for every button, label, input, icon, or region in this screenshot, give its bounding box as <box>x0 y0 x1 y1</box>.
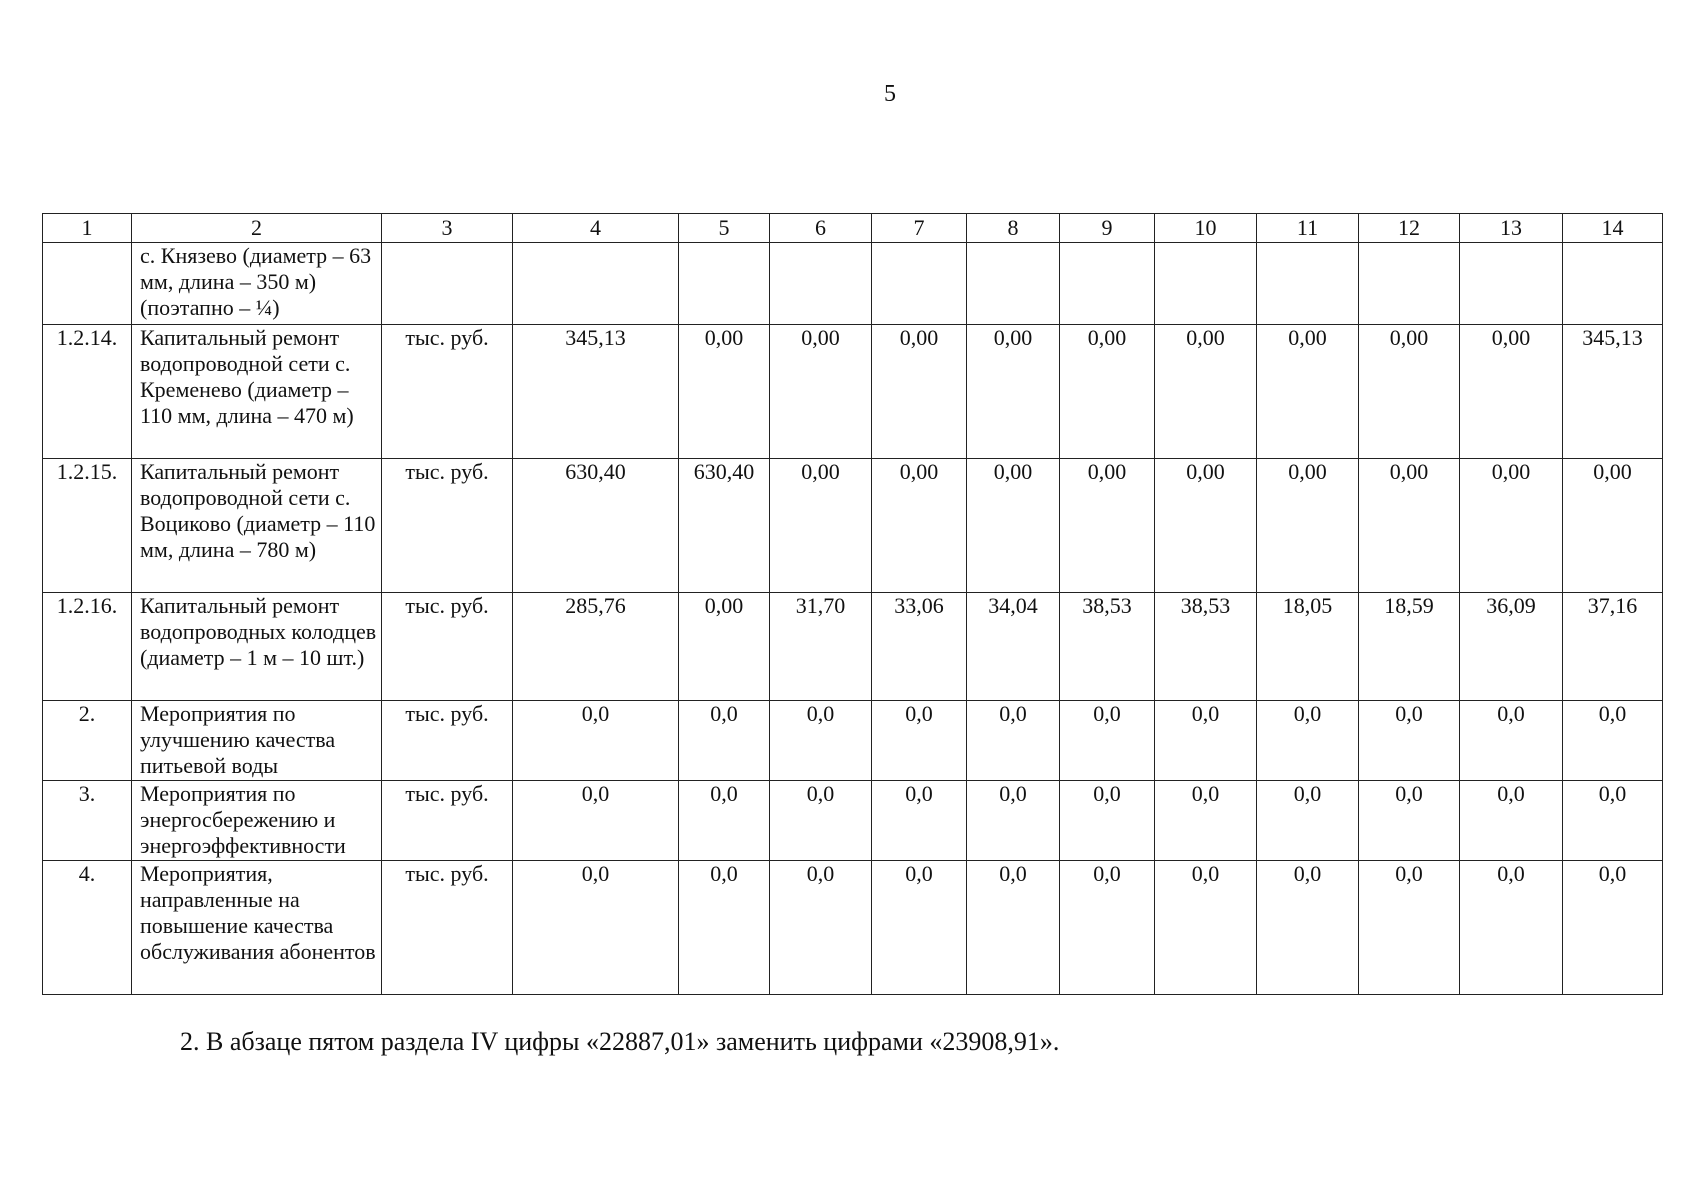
cell-value: 0,0 <box>1257 701 1359 781</box>
column-header: 6 <box>770 214 872 243</box>
cell-value: 0,0 <box>1460 781 1563 861</box>
cell-value: 18,05 <box>1257 593 1359 701</box>
table-header-row <box>43 214 1663 243</box>
cell-value: 0,0 <box>1563 701 1663 781</box>
column-header: 13 <box>1460 214 1563 243</box>
cell-value: 0,0 <box>1060 701 1155 781</box>
row-unit: тыс. руб. <box>382 325 513 459</box>
row-name: Мероприятия по энергосбережению и энергоэффективности <box>132 781 382 861</box>
cell-value: 18,59 <box>1359 593 1460 701</box>
table-row <box>43 593 1663 701</box>
cell-value <box>1155 243 1257 325</box>
table-row <box>43 701 1663 781</box>
column-header: 1 <box>43 214 132 243</box>
cell-value <box>770 243 872 325</box>
row-name: Мероприятия, направленные на повышение качества обслуживания абонентов <box>132 861 382 995</box>
cell-value: 0,00 <box>770 325 872 459</box>
cell-value: 0,0 <box>967 861 1060 995</box>
cell-value: 33,06 <box>872 593 967 701</box>
column-header: 12 <box>1359 214 1460 243</box>
cell-value: 0,0 <box>1155 861 1257 995</box>
cell-value: 0,0 <box>770 861 872 995</box>
cell-value: 0,00 <box>1359 459 1460 593</box>
table-row <box>43 781 1663 861</box>
column-header: 11 <box>1257 214 1359 243</box>
cell-value: 34,04 <box>967 593 1060 701</box>
cell-value: 0,0 <box>1155 701 1257 781</box>
row-number: 4. <box>43 861 132 995</box>
cell-value: 0,00 <box>967 459 1060 593</box>
cell-value: 0,0 <box>1359 781 1460 861</box>
column-header: 8 <box>967 214 1060 243</box>
row-unit: тыс. руб. <box>382 701 513 781</box>
cell-value: 0,0 <box>1359 701 1460 781</box>
row-name: Капитальный ремонт водопроводной сети с. Кременево (диаметр – 110 мм, длина – 470 м) <box>132 325 382 459</box>
row-number: 3. <box>43 781 132 861</box>
cell-value: 0,00 <box>1460 325 1563 459</box>
row-number: 1.2.16. <box>43 593 132 701</box>
cell-value: 285,76 <box>513 593 679 701</box>
cell-value: 0,00 <box>1060 325 1155 459</box>
table-row <box>43 861 1663 995</box>
cell-value: 0,0 <box>1563 861 1663 995</box>
cell-value: 0,0 <box>1060 861 1155 995</box>
cell-value: 0,00 <box>872 325 967 459</box>
cell-value: 0,0 <box>1359 861 1460 995</box>
column-header: 10 <box>1155 214 1257 243</box>
cell-value: 0,0 <box>1563 781 1663 861</box>
row-unit: тыс. руб. <box>382 593 513 701</box>
row-number <box>43 243 132 325</box>
table-row <box>43 243 1663 325</box>
row-number: 2. <box>43 701 132 781</box>
cell-value: 630,40 <box>679 459 770 593</box>
cell-value: 0,0 <box>679 861 770 995</box>
cell-value <box>967 243 1060 325</box>
cell-value: 36,09 <box>1460 593 1563 701</box>
row-unit: тыс. руб. <box>382 459 513 593</box>
row-number: 1.2.15. <box>43 459 132 593</box>
row-unit: тыс. руб. <box>382 861 513 995</box>
cell-value: 0,0 <box>770 781 872 861</box>
row-name: Капитальный ремонт водопроводных колодцев (диаметр – 1 м – 10 шт.) <box>132 593 382 701</box>
cell-value: 0,00 <box>1155 459 1257 593</box>
cell-value: 0,0 <box>1155 781 1257 861</box>
table-row <box>43 325 1663 459</box>
cell-value <box>872 243 967 325</box>
cell-value: 0,00 <box>1460 459 1563 593</box>
cell-value: 0,0 <box>513 701 679 781</box>
row-name: Капитальный ремонт водопроводной сети с. Воциково (диаметр – 110 мм, длина – 780 м) <box>132 459 382 593</box>
cell-value: 0,00 <box>679 325 770 459</box>
row-unit: тыс. руб. <box>382 781 513 861</box>
cell-value <box>1563 243 1663 325</box>
cell-value: 0,00 <box>770 459 872 593</box>
row-name: с. Князево (диаметр – 63 мм, длина – 350 м) (поэтапно – ¼) <box>132 243 382 325</box>
column-header: 3 <box>382 214 513 243</box>
cell-value: 0,00 <box>1060 459 1155 593</box>
cell-value <box>513 243 679 325</box>
row-name: Мероприятия по улучшению качества питьевой воды <box>132 701 382 781</box>
cell-value: 0,0 <box>967 781 1060 861</box>
cell-value <box>1359 243 1460 325</box>
cell-value: 0,00 <box>967 325 1060 459</box>
cell-value: 0,0 <box>1460 861 1563 995</box>
cell-value: 0,0 <box>1060 781 1155 861</box>
page-number: 5 <box>884 81 896 107</box>
cell-value: 38,53 <box>1060 593 1155 701</box>
cell-value: 0,0 <box>513 781 679 861</box>
cell-value: 0,00 <box>1359 325 1460 459</box>
cell-value: 0,0 <box>1460 701 1563 781</box>
cell-value <box>1060 243 1155 325</box>
column-header: 14 <box>1563 214 1663 243</box>
cell-value: 0,0 <box>872 701 967 781</box>
cell-value: 630,40 <box>513 459 679 593</box>
cell-value <box>1460 243 1563 325</box>
column-header: 9 <box>1060 214 1155 243</box>
cell-value: 0,0 <box>872 861 967 995</box>
cell-value: 0,0 <box>770 701 872 781</box>
cell-value: 0,00 <box>1563 459 1663 593</box>
table-row <box>43 459 1663 593</box>
cell-value: 0,00 <box>679 593 770 701</box>
column-header: 7 <box>872 214 967 243</box>
column-header: 4 <box>513 214 679 243</box>
cell-value: 0,00 <box>1257 325 1359 459</box>
column-header: 5 <box>679 214 770 243</box>
row-number: 1.2.14. <box>43 325 132 459</box>
cell-value: 0,0 <box>872 781 967 861</box>
cell-value: 0,00 <box>1155 325 1257 459</box>
cell-value <box>679 243 770 325</box>
cell-value: 0,0 <box>1257 861 1359 995</box>
cell-value: 345,13 <box>513 325 679 459</box>
cell-value: 0,0 <box>1257 781 1359 861</box>
cell-value: 0,0 <box>513 861 679 995</box>
cell-value: 0,00 <box>1257 459 1359 593</box>
cell-value: 0,0 <box>679 701 770 781</box>
data-table <box>42 213 1663 995</box>
column-header: 2 <box>132 214 382 243</box>
cell-value: 345,13 <box>1563 325 1663 459</box>
cell-value: 31,70 <box>770 593 872 701</box>
cell-value: 0,00 <box>872 459 967 593</box>
row-unit <box>382 243 513 325</box>
cell-value: 38,53 <box>1155 593 1257 701</box>
amendment-paragraph: 2. В абзаце пятом раздела IV цифры «22887,01» заменить цифрами «23908,91». <box>180 1027 1060 1056</box>
cell-value: 0,0 <box>967 701 1060 781</box>
cell-value: 37,16 <box>1563 593 1663 701</box>
cell-value <box>1257 243 1359 325</box>
cell-value: 0,0 <box>679 781 770 861</box>
